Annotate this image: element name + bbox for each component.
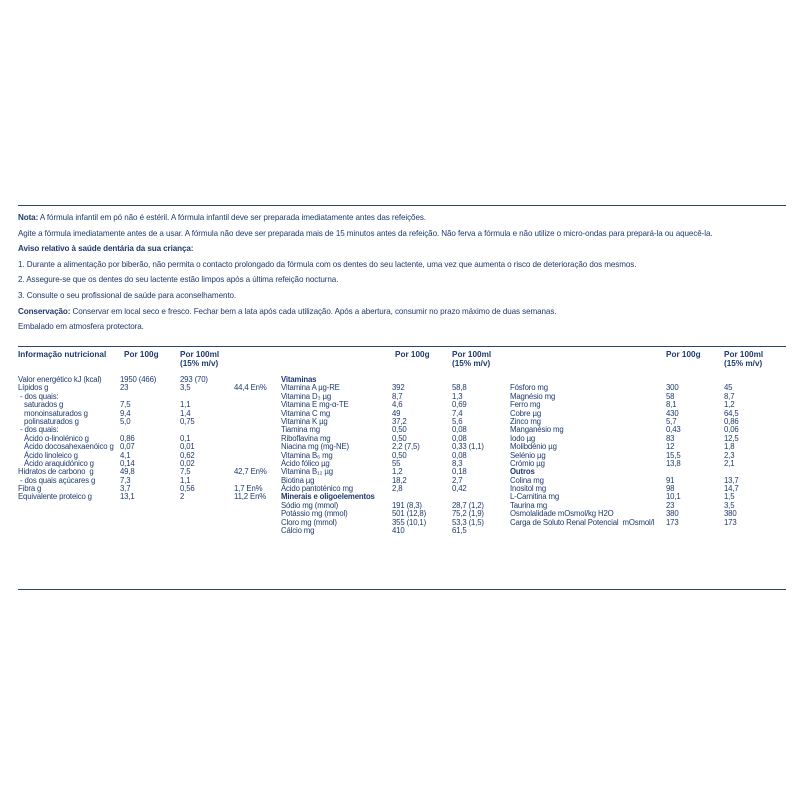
value-per-100ml: 1,3 xyxy=(452,391,463,401)
value-per-100ml: 0,75 xyxy=(180,416,195,426)
header-por100g-col2: Por 100g xyxy=(395,350,430,359)
value-per-100ml: 3,5 xyxy=(180,383,191,393)
nutrient-label: Ácido fólico µg xyxy=(281,458,330,468)
value-per-100g: 15,5 xyxy=(666,450,681,460)
value-per-100ml: 0,1 xyxy=(180,433,191,443)
value-per-100g: 55 xyxy=(392,458,401,468)
value-per-100ml: 2,1 xyxy=(724,458,735,468)
nutrient-label: saturados g xyxy=(18,400,64,410)
nutrient-row xyxy=(510,393,790,401)
nutrient-row xyxy=(510,410,790,418)
nutrient-label: Ácido docosahexaenóico g xyxy=(18,442,114,452)
top-divider xyxy=(18,205,786,206)
value-per-100ml: 61,5 xyxy=(452,526,467,536)
nutrient-label: Colina mg xyxy=(510,475,544,485)
embalado-line: Embalado em atmosfera protectora. xyxy=(18,322,144,332)
nutrient-label: - dos quais açúcares g xyxy=(18,475,96,485)
value-per-100g: 4,1 xyxy=(120,450,131,460)
value-per-100g: 191 (8,3) xyxy=(392,500,422,510)
nutrient-row xyxy=(510,493,790,501)
nutrient-label: Inositol mg xyxy=(510,484,547,494)
value-per-100ml: 0,56 xyxy=(180,484,195,494)
nutrient-label: monoinsaturados g xyxy=(18,408,88,418)
nutrient-label: Equivalente proteico g xyxy=(18,492,92,502)
value-per-100ml: 0,02 xyxy=(180,458,195,468)
nutrient-label: Magnésio mg xyxy=(510,391,556,401)
nutrient-label: Manganésio mg xyxy=(510,425,564,435)
value-per-100g: 49,8 xyxy=(120,467,135,477)
nutrient-label: Tiamina mg xyxy=(281,425,320,435)
nutrient-label: Vitamina K µg xyxy=(281,416,328,426)
aviso-item-3: 3. Consulte o seu profissional de saúde para aconselhamento. xyxy=(18,290,237,300)
value-per-100g: 83 xyxy=(666,433,675,443)
nutrient-label: Niacina mg (mg-NE) xyxy=(281,442,349,452)
nutrient-row xyxy=(510,452,790,460)
value-per-100g: 0,50 xyxy=(392,425,407,435)
value-per-100ml: 0,42 xyxy=(452,484,467,494)
nutrient-label: Ácido α-linolénico g xyxy=(18,433,89,443)
value-per-100ml: 53,3 (1,5) xyxy=(452,517,484,527)
value-per-100ml: 12,5 xyxy=(724,433,739,443)
value-per-100g: 4,6 xyxy=(392,400,403,410)
value-per-100g: 501 (12,8) xyxy=(392,509,427,519)
nutrient-label: - dos quais: xyxy=(18,391,59,401)
value-per-100ml: 14,7 xyxy=(724,484,739,494)
nutrient-label: Vitamina A µg-RE xyxy=(281,383,340,393)
energy-percent: 11,2 En% xyxy=(234,492,267,502)
value-per-100g: 8,7 xyxy=(392,391,403,401)
value-per-100ml: 1,8 xyxy=(724,442,735,452)
nutrient-label: Minerais e oligoelementos xyxy=(281,492,375,502)
value-per-100g: 49 xyxy=(392,408,401,418)
nutrient-label: Cobre µg xyxy=(510,408,542,418)
value-per-100ml: 0,08 xyxy=(452,450,467,460)
nutrient-row xyxy=(281,519,501,527)
nutrient-label: Riboflavina mg xyxy=(281,433,331,443)
value-per-100g: 380 xyxy=(666,509,679,519)
nutrient-label: Carga de Soluto Renal Potencial mOsmol/l xyxy=(510,517,655,527)
nutrient-label: polinsaturados g xyxy=(18,416,79,426)
value-per-100ml: 13,7 xyxy=(724,475,739,485)
value-per-100ml: 0,08 xyxy=(452,425,467,435)
value-per-100ml: 380 xyxy=(724,509,737,519)
nutrient-row xyxy=(510,376,790,384)
header-por100ml-col2 xyxy=(452,350,491,368)
value-per-100g: 3,7 xyxy=(120,484,131,494)
prep-line: Agite a fórmula imediatamente antes de a usar. A fórmula não deve ser preparada mais de 15 minutos antes da refeição. Não ferva a fórmula e não utilize o micro-ondas para prepará-la ou aquecê-la. xyxy=(18,228,713,238)
nutrient-label: Vitamina B₁₂ µg xyxy=(281,467,333,477)
value-per-100g: 7,3 xyxy=(120,475,131,485)
conservacao-label: Conservação: xyxy=(18,306,71,316)
nutrient-label: Ácido araquidónico g xyxy=(18,458,94,468)
conservacao-text: Conservar em local seco e fresco. Fechar bem a lata após cada utilização. Após a abertura, consumir no prazo máximo de duas semanas. xyxy=(70,306,557,316)
value-per-100g: 392 xyxy=(392,383,405,393)
value-per-100ml: 3,5 xyxy=(724,500,735,510)
nutrition-column-1 xyxy=(18,376,278,502)
value-per-100g: 37,2 xyxy=(392,416,407,426)
nutrient-label: Fibra g xyxy=(18,484,42,494)
value-per-100g: 5,0 xyxy=(120,416,131,426)
nutrient-label: Vitaminas xyxy=(281,375,317,384)
header-por100ml-line2: (15% m/v) xyxy=(724,359,763,368)
value-per-100ml: 75,2 (1,9) xyxy=(452,509,484,519)
value-per-100ml: 293 (70) xyxy=(180,375,208,384)
value-per-100g: 0,43 xyxy=(666,425,681,435)
bottom-divider xyxy=(18,589,786,590)
nutrient-label: Selénio µg xyxy=(510,450,546,460)
energy-percent: 1,7 En% xyxy=(234,484,263,494)
value-per-100ml: 0,62 xyxy=(180,450,195,460)
value-per-100g: 8,1 xyxy=(666,400,677,410)
value-per-100g: 5,7 xyxy=(666,416,677,426)
header-por100g-col3: Por 100g xyxy=(666,350,701,359)
value-per-100g: 18,2 xyxy=(392,475,407,485)
nutrient-label: Taurina mg xyxy=(510,500,548,510)
nutrient-label: Crómio µg xyxy=(510,458,545,468)
value-per-100g: 355 (10,1) xyxy=(392,517,427,527)
table-divider xyxy=(18,346,786,347)
header-por100ml-line1: Por 100ml xyxy=(724,350,764,359)
value-per-100g: 1950 (466) xyxy=(120,375,157,384)
header-por100ml-col1 xyxy=(180,350,219,368)
value-per-100ml: 45 xyxy=(724,383,733,393)
nutrient-row xyxy=(510,401,790,409)
nutrient-row xyxy=(510,426,790,434)
conservacao-line xyxy=(18,304,788,320)
header-por100ml-col3 xyxy=(724,350,763,368)
nutrient-label: Ferro mg xyxy=(510,400,541,410)
nutrient-label: Osmolalidade mOsmol/kg H2O xyxy=(510,509,614,519)
value-per-100g: 2,2 (7,5) xyxy=(392,442,420,452)
value-per-100ml: 1,2 xyxy=(724,400,735,410)
aviso-heading: Aviso relativo à saúde dentária da sua criança: xyxy=(18,244,194,254)
value-per-100g: 98 xyxy=(666,484,675,494)
value-per-100g: 9,4 xyxy=(120,408,131,418)
nutrient-label: Vitamina D₃ µg xyxy=(281,391,332,401)
value-per-100ml: 8,7 xyxy=(724,391,735,401)
notes-block xyxy=(18,210,788,335)
nutrient-label: Hidratos de carbono g xyxy=(18,467,94,477)
section-heading xyxy=(510,468,790,476)
value-per-100g: 2,8 xyxy=(392,484,403,494)
value-per-100g: 173 xyxy=(666,517,679,527)
value-per-100ml: 0,33 (1,1) xyxy=(452,442,484,452)
nutrient-row xyxy=(281,527,501,535)
nutrient-row xyxy=(18,493,278,501)
value-per-100g: 23 xyxy=(120,383,129,393)
nutrient-label: Iodo µg xyxy=(510,433,536,443)
value-per-100ml: 28,7 (1,2) xyxy=(452,500,484,510)
nutrient-label: Lípidos g xyxy=(18,383,49,393)
value-per-100ml: 2 xyxy=(180,492,185,502)
nutrition-column-3 xyxy=(510,376,790,527)
nutrient-label: Biotina µg xyxy=(281,475,315,485)
value-per-100ml: 0,18 xyxy=(452,467,467,477)
value-per-100ml: 7,4 xyxy=(452,408,463,418)
value-per-100g: 0,50 xyxy=(392,433,407,443)
nutrient-label: Molibdénio µg xyxy=(510,442,557,452)
nutrient-row xyxy=(510,443,790,451)
energy-percent: 42,7 En% xyxy=(234,467,267,477)
value-per-100ml: 2,3 xyxy=(724,450,735,460)
value-per-100ml: 8,3 xyxy=(452,458,463,468)
header-por100ml-line1: Por 100ml xyxy=(452,350,492,359)
nutrient-row xyxy=(510,477,790,485)
value-per-100g: 13,8 xyxy=(666,458,681,468)
nutrient-row xyxy=(510,519,790,527)
value-per-100g: 410 xyxy=(392,526,405,536)
value-per-100g: 0,07 xyxy=(120,442,135,452)
nutrient-label: Vitamina C mg xyxy=(281,408,331,418)
nutrient-row xyxy=(281,468,501,476)
header-por100g-col1: Por 100g xyxy=(124,350,159,359)
value-per-100g: 0,14 xyxy=(120,458,135,468)
header-por100ml-line1: Por 100ml xyxy=(180,350,220,359)
nutrient-label: Valor energético kJ (kcal) xyxy=(18,375,102,384)
aviso-item-1: 1. Durante a alimentação por biberão, não permita o contacto prolongado da fórmula com os dentes do seu lactente, uma vez que aumenta o risco de deterioração dos mesmos. xyxy=(18,259,637,269)
value-per-100g: 7,5 xyxy=(120,400,131,410)
value-per-100ml: 0,86 xyxy=(724,416,739,426)
value-per-100ml: 58,8 xyxy=(452,383,467,393)
value-per-100g: 23 xyxy=(666,500,675,510)
header-por100ml-line2: (15% m/v) xyxy=(452,359,491,368)
value-per-100g: 13,1 xyxy=(120,492,135,502)
header-por100ml-line2: (15% m/v) xyxy=(180,359,219,368)
value-per-100g: 58 xyxy=(666,391,675,401)
value-per-100ml: 2,7 xyxy=(452,475,463,485)
value-per-100ml: 5,6 xyxy=(452,416,463,426)
aviso-item-2: 2. Assegure-se que os dentes do seu lactente estão limpos após a última refeição nocturna. xyxy=(18,275,339,285)
nota-text: A fórmula infantil em pó não é estéril. A fórmula infantil deve ser preparada imediatamente antes das refeições. xyxy=(38,213,426,222)
value-per-100ml: 173 xyxy=(724,517,737,527)
energy-percent: 44,4 En% xyxy=(234,383,267,393)
value-per-100ml: 1,1 xyxy=(180,400,191,410)
nutrition-column-2 xyxy=(281,376,501,535)
nutrient-label: Fósforo mg xyxy=(510,383,548,393)
nutrient-label: Cálcio mg xyxy=(281,526,315,536)
nota-label: Nota: xyxy=(18,213,39,222)
value-per-100g: 10,1 xyxy=(666,492,681,502)
value-per-100ml: 0,06 xyxy=(724,425,739,435)
nutrient-row xyxy=(510,460,790,468)
value-per-100g: 0,50 xyxy=(392,450,407,460)
nutrient-label: Cloro mg (mmol) xyxy=(281,517,337,527)
value-per-100g: 1,2 xyxy=(392,467,403,477)
header-info: Informação nutricional xyxy=(18,350,107,359)
nutrient-label: Ácido linoleico g xyxy=(18,450,78,460)
nutrient-label: Zinco mg xyxy=(510,416,541,426)
value-per-100ml: 1,5 xyxy=(724,492,735,502)
value-per-100ml: 1,4 xyxy=(180,408,191,418)
nutrient-label: L-Carnitina mg xyxy=(510,492,560,502)
value-per-100g: 91 xyxy=(666,475,675,485)
nutrient-label: Outros xyxy=(510,467,535,477)
nutrient-label: Sódio mg (mmol) xyxy=(281,500,339,510)
value-per-100ml: 0,08 xyxy=(452,433,467,443)
nutrient-label: Ácido pantoténico mg xyxy=(281,484,353,494)
value-per-100ml: 64,5 xyxy=(724,408,739,418)
value-per-100g: 430 xyxy=(666,408,679,418)
value-per-100g: 300 xyxy=(666,383,679,393)
nota-line xyxy=(18,210,788,226)
nutrient-label: - dos quais: xyxy=(18,425,59,435)
value-per-100g: 12 xyxy=(666,442,675,452)
nutrient-label: Vitamina E mg-α-TE xyxy=(281,400,349,410)
value-per-100ml: 0,01 xyxy=(180,442,195,452)
value-per-100ml: 0,69 xyxy=(452,400,467,410)
value-per-100ml: 7,5 xyxy=(180,467,191,477)
value-per-100g: 0,86 xyxy=(120,433,135,443)
nutrient-label: Potássio mg (mmol) xyxy=(281,509,348,519)
value-per-100ml: 1,1 xyxy=(180,475,191,485)
nutrient-label: Vitamina B₆ mg xyxy=(281,450,333,460)
